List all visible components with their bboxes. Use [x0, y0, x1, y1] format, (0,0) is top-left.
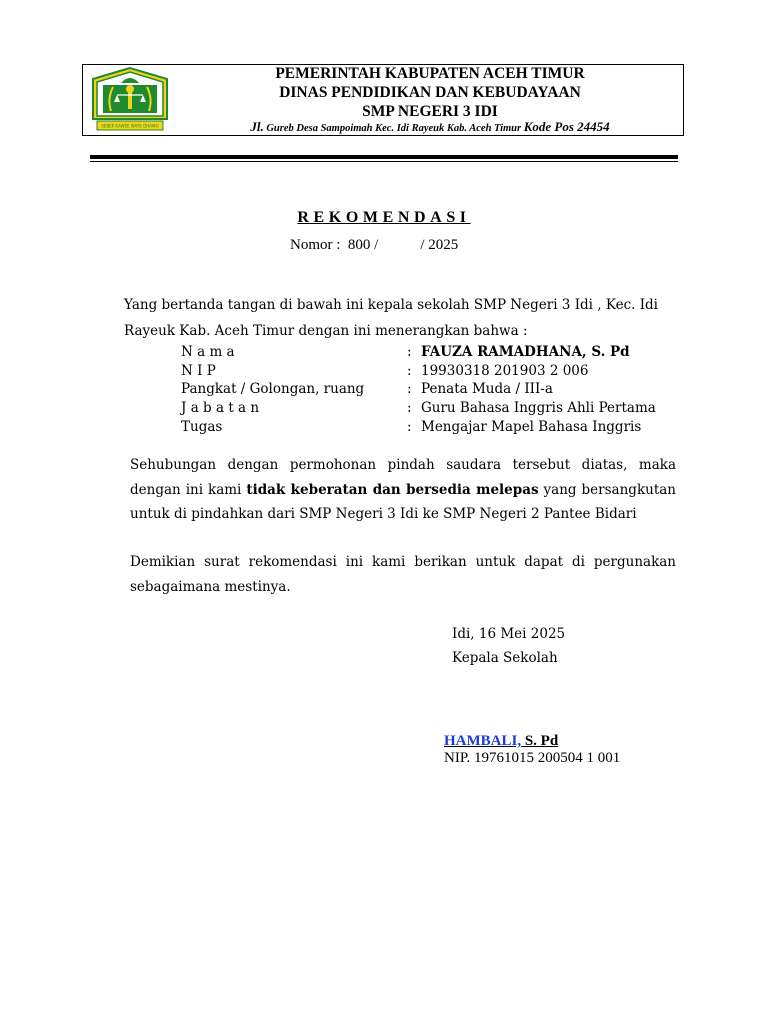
intro-paragraph: Yang bertanda tangan di bawah ini kepala sekolah SMP Negeri 3 Idi , Kec. Idi Rayeuk Kab. Aceh Timur dengan ini menerangkan bahwa :: [124, 297, 659, 339]
field-label-tugas: Tugas: [181, 419, 223, 435]
signature-role: Kepala Sekolah: [452, 650, 558, 666]
signature-place-date: Idi, 16 Mei 2025: [452, 626, 566, 642]
signatory-degree: S. Pd: [521, 733, 559, 749]
address-text: Gureb Desa Sampoimah Kec. Idi Rayeuk Kab. Aceh Timur: [263, 123, 524, 134]
org-line-1: PEMERINTAH KABUPATEN ACEH TIMUR: [275, 65, 585, 82]
signatory-nip: NIP. 19761015 200504 1 001: [444, 750, 621, 766]
field-value-nip: 19930318 201903 2 006: [421, 363, 589, 379]
transfer-text-emphasis: tidak keberatan dan bersedia melepas: [246, 481, 539, 498]
postal-code: Kode Pos 24454: [523, 119, 610, 134]
field-value-pangkat: Penata Muda / III-a: [421, 381, 553, 397]
logo-ribbon-text: SEBEP KAWEE WATE DHAMO: [101, 123, 159, 129]
nomor-year: / 2025: [420, 237, 459, 253]
field-colon: :: [407, 363, 412, 379]
field-colon: :: [407, 419, 412, 435]
field-label-nama: N a m a: [181, 344, 235, 360]
letterhead-rule-thick: [90, 155, 678, 159]
signatory-name: [444, 733, 558, 750]
nomor-label: Nomor :: [290, 237, 341, 253]
school-name: SMP NEGERI 3 IDI: [362, 103, 498, 120]
address-prefix: Jl.: [250, 119, 264, 134]
field-colon: :: [407, 344, 412, 360]
field-label-nip: N I P: [181, 363, 216, 379]
letterhead-rule-thin: [90, 161, 678, 162]
field-value-nama: FAUZA RAMADHANA, S. Pd: [421, 344, 630, 360]
field-colon: :: [407, 400, 412, 416]
org-line-2: DINAS PENDIDIKAN DAN KEBUDAYAAN: [279, 84, 581, 101]
document-number: [290, 237, 458, 254]
field-label-jabatan: J a b a t a n: [181, 400, 260, 416]
field-colon: :: [407, 381, 412, 397]
field-label-pangkat: Pangkat / Golongan, ruang: [181, 381, 365, 397]
field-value-jabatan: Guru Bahasa Inggris Ahli Pertama: [421, 400, 656, 416]
signatory-name-text: HAMBALI,: [444, 733, 522, 749]
document-title: REKOMENDASI: [297, 209, 471, 226]
transfer-text-end: yang bersangkutan untuk di pindahkan dari SMP Negeri 3 Idi ke SMP Negeri 2 Pantee Bidari: [130, 481, 676, 522]
transfer-text-start: Sehubungan dengan permohonan pindah saudara tersebut diatas, maka dengan ini kami: [130, 457, 676, 498]
transfer-paragraph: [130, 453, 676, 527]
aceh-timur-emblem-logo: [87, 65, 173, 135]
nomor-number: 800 /: [347, 237, 379, 253]
school-address: [175, 120, 685, 136]
field-value-tugas: Mengajar Mapel Bahasa Inggris: [421, 419, 642, 435]
closing-paragraph: Demikian surat rekomendasi ini kami berikan untuk dapat di pergunakan sebagaimana mestinya.: [130, 554, 676, 595]
